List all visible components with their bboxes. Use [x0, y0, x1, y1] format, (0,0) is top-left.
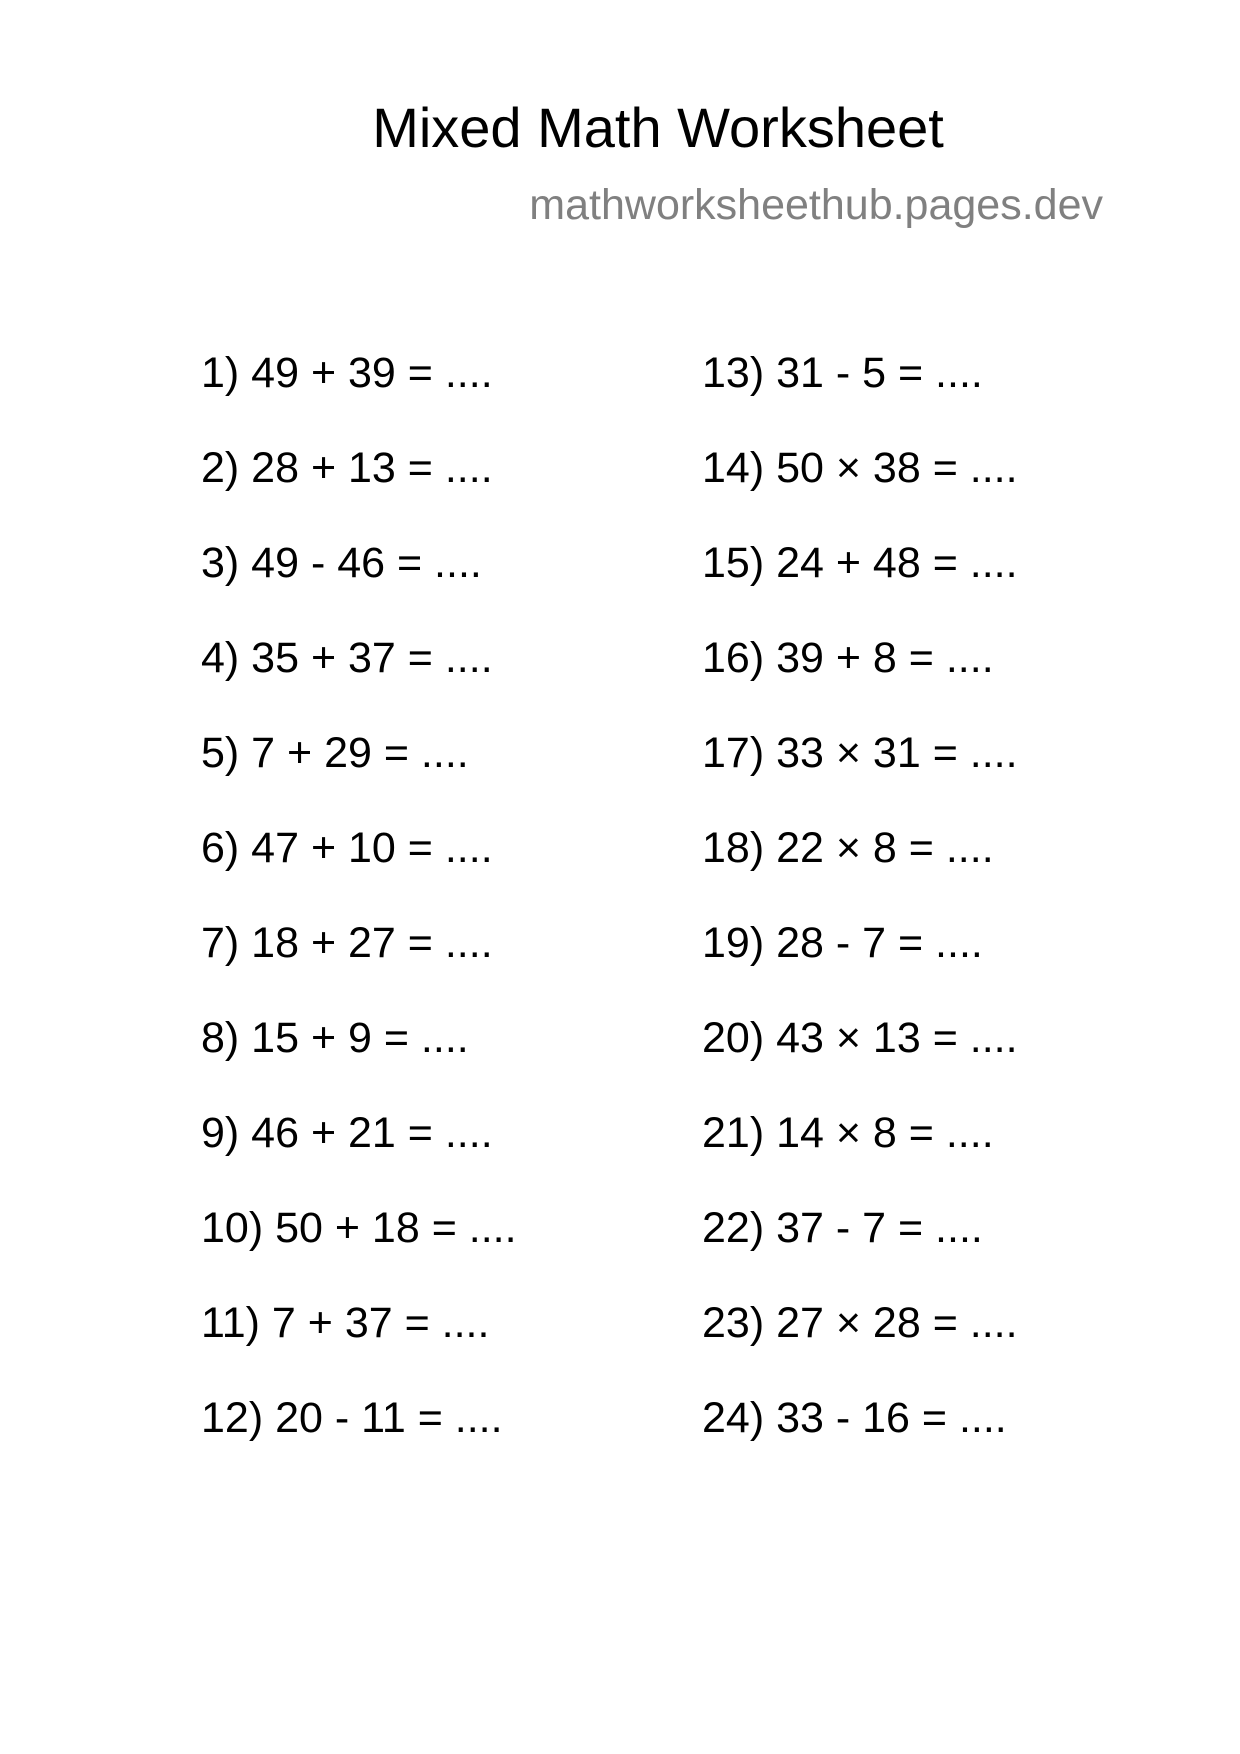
- problem-23: 23) 27 × 28 = ....: [702, 1299, 1018, 1347]
- problem-13: 13) 31 - 5 = ....: [702, 349, 983, 397]
- problems-column-left: [201, 348, 517, 1488]
- problem-4: 4) 35 + 37 = ....: [201, 634, 493, 682]
- problem-14: 14) 50 × 38 = ....: [702, 444, 1018, 492]
- problem-11: 11) 7 + 37 = ....: [201, 1299, 490, 1347]
- problem-16: 16) 39 + 8 = ....: [702, 634, 994, 682]
- worksheet-source: mathworksheethub.pages.dev: [529, 181, 1103, 229]
- problem-24: 24) 33 - 16 = ....: [702, 1394, 1007, 1442]
- problem-5: 5) 7 + 29 = ....: [201, 729, 469, 777]
- problem-21: 21) 14 × 8 = ....: [702, 1109, 994, 1157]
- problem-15: 15) 24 + 48 = ....: [702, 539, 1018, 587]
- problem-6: 6) 47 + 10 = ....: [201, 824, 493, 872]
- worksheet-title: Mixed Math Worksheet: [372, 96, 944, 159]
- problem-3: 3) 49 - 46 = ....: [201, 539, 482, 587]
- problem-8: 8) 15 + 9 = ....: [201, 1014, 469, 1062]
- problem-10: 10) 50 + 18 = ....: [201, 1204, 517, 1252]
- problem-9: 9) 46 + 21 = ....: [201, 1109, 493, 1157]
- problem-12: 12) 20 - 11 = ....: [201, 1394, 503, 1442]
- problem-19: 19) 28 - 7 = ....: [702, 919, 983, 967]
- problem-2: 2) 28 + 13 = ....: [201, 444, 493, 492]
- problem-17: 17) 33 × 31 = ....: [702, 729, 1018, 777]
- problem-22: 22) 37 - 7 = ....: [702, 1204, 983, 1252]
- problem-18: 18) 22 × 8 = ....: [702, 824, 994, 872]
- problem-7: 7) 18 + 27 = ....: [201, 919, 493, 967]
- problems-column-right: [702, 348, 1018, 1488]
- problem-20: 20) 43 × 13 = ....: [702, 1014, 1018, 1062]
- problem-1: 1) 49 + 39 = ....: [201, 349, 493, 397]
